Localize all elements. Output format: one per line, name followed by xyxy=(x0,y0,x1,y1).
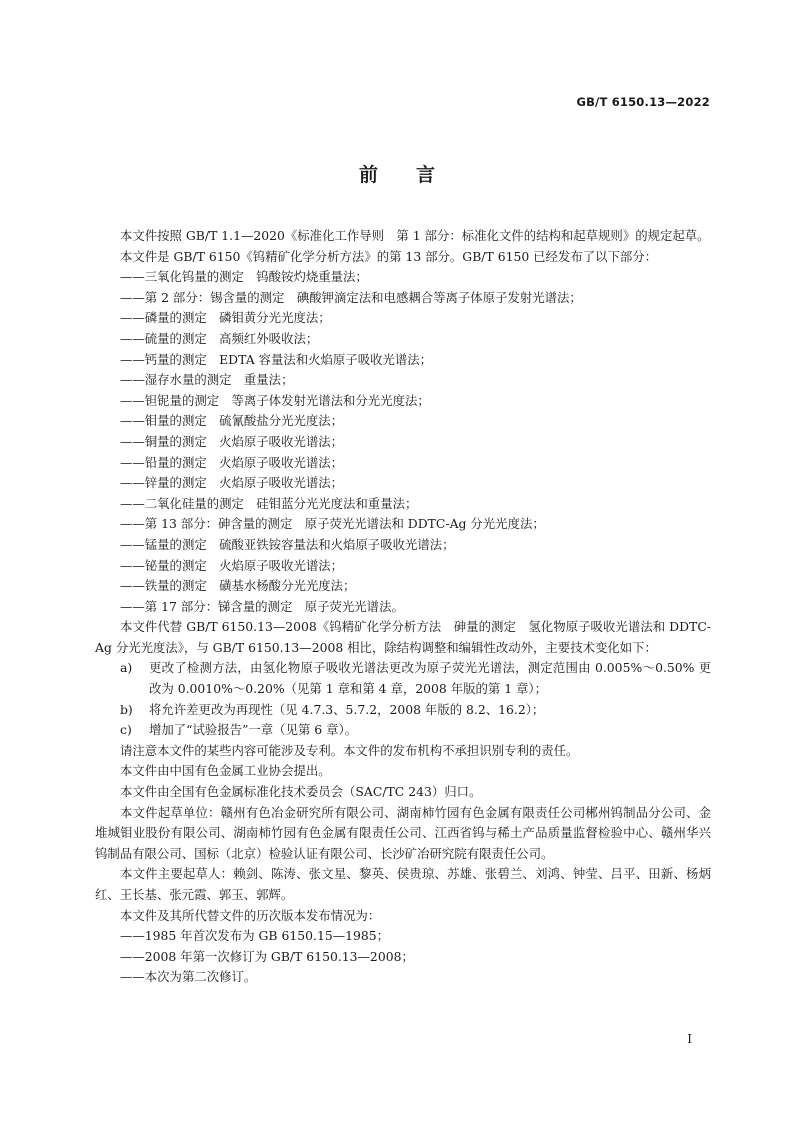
list-item: ——本次为第二次修订。 xyxy=(120,969,257,985)
change-text: 增加了“试验报告”一章（见第 6 章）。 xyxy=(149,722,358,738)
changes-list xyxy=(95,658,711,740)
list-item: ——锌量的测定 火焰原子吸收光谱法； xyxy=(120,475,344,491)
list-item: ——三氧化钨量的测定 钨酸铵灼烧重量法； xyxy=(120,269,368,285)
list-item: ——钼量的测定 硫氰酸盐分光光度法； xyxy=(120,413,344,429)
paragraph-history-intro: 本文件及其所代替文件的历次版本发布情况为： xyxy=(120,907,381,923)
list-item: ——钽铌量的测定 等离子体发射光谱法和分光光度法； xyxy=(120,392,430,408)
change-marker: c) xyxy=(120,722,132,738)
list-item: ——第 2 部分：锡含量的测定 碘酸钾滴定法和电感耦合等离子体原子发射光谱法； xyxy=(120,289,582,305)
paragraph-drafters: 本文件主要起草人：赖剑、陈涛、张文星、黎英、侯贵琼、苏雄、张碧兰、刘鸿、钟莹、吕平、田新、杨炳红、王长基、张元霞、郭玉、郭辉。 xyxy=(95,866,711,902)
list-item: ——湿存水量的测定 重量法； xyxy=(120,372,294,388)
change-item xyxy=(95,658,711,699)
paragraph-series-parts: 本文件是 GB/T 6150《钨精矿化学分析方法》的第 13 部分。GB/T 6150 已经发布了以下部分： xyxy=(120,248,658,264)
paragraph-proposed-by: 本文件由中国有色金属工业协会提出。 xyxy=(120,763,331,779)
change-item xyxy=(95,720,711,741)
list-item: ——硫量的测定 高频红外吸收法； xyxy=(120,330,319,346)
list-item: ——铋量的测定 火焰原子吸收光谱法； xyxy=(120,557,344,573)
paragraph-drafting-rules: 本文件按照 GB/T 1.1—2020《标准化工作导则 第 1 部分：标准化文件的结构和起草规则》的规定起草。 xyxy=(120,228,710,243)
foreword-body xyxy=(95,226,711,988)
list-item: ——二氧化硅量的测定 硅钼蓝分光光度法和重量法； xyxy=(120,495,418,511)
change-marker: b) xyxy=(120,701,133,717)
parts-list xyxy=(95,267,711,617)
list-item: ——铜量的测定 火焰原子吸收光谱法； xyxy=(120,433,344,449)
paragraph-drafting-units: 本文件起草单位：赣州有色冶金研究所有限公司、湖南柿竹园有色金属有限责任公司郴州钨制品分公司、金堆城钼业股份有限公司、湖南柿竹园有色金属有限责任公司、江西省钨与稀土产品质量监督检验中心、赣州华兴钨制品有限公司、国标（北京）检验认证有限公司、长沙矿冶研究院有限责任公司。 xyxy=(95,804,711,861)
list-item: ——钙量的测定 EDTA 容量法和火焰原子吸收光谱法； xyxy=(120,351,433,367)
standard-number: GB/T 6150.13—2022 xyxy=(576,95,710,109)
page-number: I xyxy=(687,1032,692,1046)
list-item: ——铅量的测定 火焰原子吸收光谱法； xyxy=(120,454,344,470)
list-item: ——铁量的测定 磺基水杨酸分光光度法； xyxy=(120,578,356,594)
paragraph-centralized-by: 本文件由全国有色金属标准化技术委员会（SAC/TC 243）归口。 xyxy=(120,784,482,800)
change-text: 将允许差更改为再现性（见 4.7.3、5.7.2，2008 年版的 8.2、16.2）； xyxy=(149,701,545,717)
paragraph-replacement: 本文件代替 GB/T 6150.13—2008《钨精矿化学分析方法 砷量的测定 氢化物原子吸收光谱法和 DDTC-Ag 分光光度法》，与 GB/T 6150.13—2008 相比，除结构调整和编辑性改动外，主要技术变化如下： xyxy=(95,619,711,655)
change-item xyxy=(95,700,711,721)
page-title: 前言 xyxy=(358,164,473,186)
history-list xyxy=(95,926,711,988)
list-item: ——第 17 部分：锑含量的测定 原子荧光光谱法。 xyxy=(120,598,404,614)
list-item: ——1985 年首次发布为 GB 6150.15—1985； xyxy=(120,928,390,944)
list-item: ——磷量的测定 磷钼黄分光光度法； xyxy=(120,310,331,326)
list-item: ——锰量的测定 硫酸亚铁铵容量法和火焰原子吸收光谱法； xyxy=(120,536,455,552)
paragraph-patent-notice: 请注意本文件的某些内容可能涉及专利。本文件的发布机构不承担识别专利的责任。 xyxy=(120,742,579,758)
change-text: 更改了检测方法，由氢化物原子吸收光谱法更改为原子荧光光谱法，测定范围由 0.005%～0.50% 更改为 0.0010%～0.20%（见第 1 章和第 4 章，2008 年版的第 1 章）； xyxy=(149,660,711,697)
list-item: ——2008 年第一次修订为 GB/T 6150.13—2008； xyxy=(120,948,414,964)
list-item: ——第 13 部分：砷含量的测定 原子荧光光谱法和 DDTC-Ag 分光光度法； xyxy=(120,516,545,532)
change-marker: a) xyxy=(120,660,133,676)
